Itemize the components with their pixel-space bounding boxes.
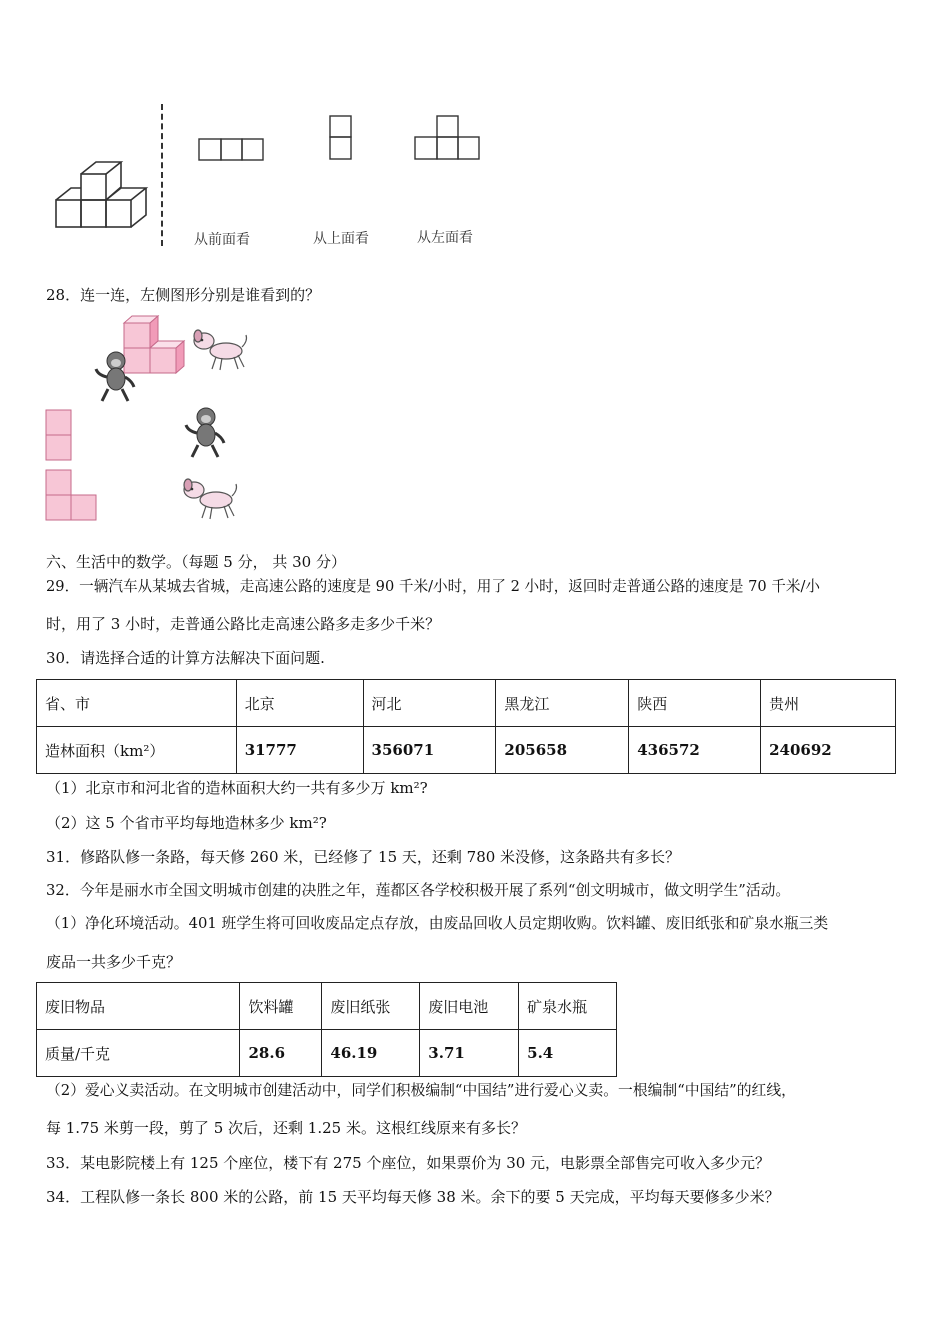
table-header-cell: 废旧电池 <box>420 983 519 1030</box>
pink-l-shape <box>45 469 99 523</box>
table-header-cell: 矿泉水瓶 <box>519 983 617 1030</box>
table-cell: 5.4 <box>519 1030 617 1077</box>
table-header-cell: 省、市 <box>37 680 237 727</box>
question-32-sub-2-line-2: 每 1.75 米剪一段，剪了 5 次后，还剩 1.25 米。这根红线原来有多长？ <box>46 1119 526 1137</box>
table-cell: 205658 <box>496 727 629 774</box>
table-header-row <box>37 983 617 1030</box>
question-29-line-2: 时，用了 3 小时，走普通公路比走高速公路多走多少千米？ <box>46 615 441 633</box>
table-cell: 31777 <box>236 727 363 774</box>
table-header-cell: 北京 <box>236 680 363 727</box>
table-header-cell: 陕西 <box>629 680 761 727</box>
front-view-grid <box>198 138 266 162</box>
table-row <box>37 727 896 774</box>
afforestation-table <box>36 679 896 774</box>
table-header-row <box>37 680 896 727</box>
dog-icon <box>190 327 250 373</box>
table-cell: 28.6 <box>240 1030 322 1077</box>
question-32-sub-1-line-2: 废品一共多少千克？ <box>46 953 182 971</box>
dog-icon-2 <box>180 476 240 522</box>
table-cell: 3.71 <box>420 1030 519 1077</box>
table-cell: 46.19 <box>322 1030 420 1077</box>
table-header-cell: 饮料罐 <box>240 983 322 1030</box>
waste-table <box>36 982 617 1077</box>
question-28: 28．连一连，左侧图形分别是谁看到的？ <box>46 286 321 304</box>
section-6-heading: 六、生活中的数学。（每题 5 分， 共 30 分） <box>46 553 346 571</box>
question-34: 34．工程队修一条长 800 米的公路，前 15 天平均每天修 38 米。余下的要 5 天完成，平均每天要修多少米？ <box>46 1188 780 1206</box>
table-row-label: 造林面积（km²） <box>37 727 237 774</box>
question-32: 32．今年是丽水市全国文明城市创建的决胜之年，莲都区各学校积极开展了系列“创文明城市，做文明学生”活动。 <box>46 882 791 899</box>
cube-stack-figure <box>50 158 155 233</box>
table-row-label: 质量/千克 <box>37 1030 240 1077</box>
left-view-label: 从左面看 <box>417 230 473 246</box>
top-view-label: 从上面看 <box>313 231 369 247</box>
question-33: 33．某电影院楼上有 125 个座位，楼下有 275 个座位，如果票价为 30 元，电影票全部售完可收入多少元？ <box>46 1154 771 1172</box>
top-view-grid <box>329 115 354 161</box>
question-30: 30．请选择合适的计算方法解决下面问题. <box>46 649 325 667</box>
table-header-cell: 河北 <box>363 680 496 727</box>
table-cell: 240692 <box>761 727 896 774</box>
question-30-sub-2: （2）这 5 个省市平均每地造林多少 km²? <box>46 814 327 832</box>
table-header-cell: 黑龙江 <box>496 680 629 727</box>
table-cell: 356071 <box>363 727 496 774</box>
question-29-line-1: 29．一辆汽车从某城去省城，走高速公路的速度是 90 千米/小时，用了 2 小时，返回时走普通公路的速度是 70 千米/小 <box>46 578 820 595</box>
pink-column-shape <box>45 409 73 463</box>
table-header-cell: 贵州 <box>761 680 896 727</box>
table-header-cell: 废旧纸张 <box>322 983 420 1030</box>
question-32-sub-2-line-1: （2）爱心义卖活动。在文明城市创建活动中，同学们积极编制“中国结”进行爱心义卖。一根编制“中国结”的红线， <box>46 1082 796 1099</box>
question-31: 31．修路队修一条路，每天修 260 米，已经修了 15 天，还剩 780 米没修，这条路共有多长？ <box>46 848 681 866</box>
front-view-label: 从前面看 <box>194 232 250 248</box>
question-30-sub-1: （1）北京市和河北省的造林面积大约一共有多少万 km²? <box>46 779 428 797</box>
dashed-divider <box>161 104 163 246</box>
monkey-icon <box>92 349 138 405</box>
table-header-cell: 废旧物品 <box>37 983 240 1030</box>
table-cell: 436572 <box>629 727 761 774</box>
monkey-icon-2 <box>182 405 228 461</box>
left-view-grid <box>414 115 482 161</box>
question-32-sub-1-line-1: （1）净化环境活动。401 班学生将可回收废品定点存放，由废品回收人员定期收购。饮料罐、废旧纸张和矿泉水瓶三类 <box>46 915 829 932</box>
table-row <box>37 1030 617 1077</box>
